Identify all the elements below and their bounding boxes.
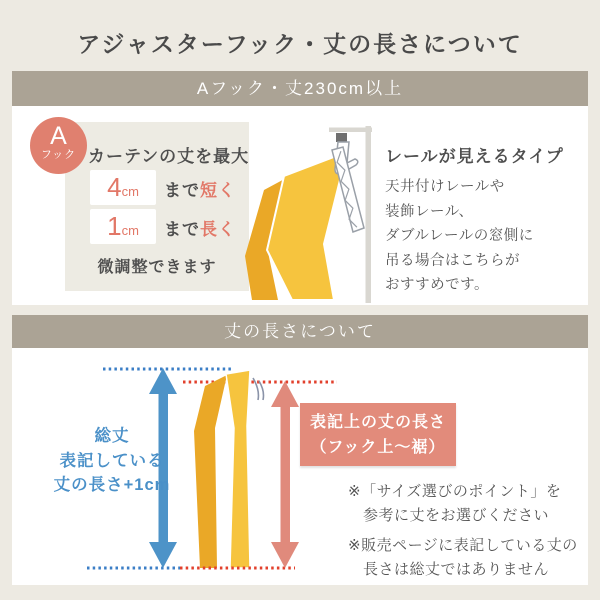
a-hook-badge-letter: A — [50, 122, 67, 150]
rail-type-line: 吊る場合はこちらが — [385, 252, 520, 269]
lengthen-unit: cm — [121, 223, 139, 238]
hook-clip-icon — [336, 133, 347, 142]
rail-type-line: ダブルレールの窓側に — [385, 228, 534, 244]
note-listed-length: ※販売ページに表記している丈の 長さは総丈ではありません — [348, 537, 578, 578]
lengthen-value-box — [90, 209, 156, 244]
total-length-label: 総丈 表記している 丈の長さ+1cm — [53, 427, 171, 494]
listed-length-arrow — [271, 381, 299, 568]
shorten-unit: cm — [121, 184, 139, 199]
lengthen-value: 1 — [107, 211, 122, 241]
rail-type-line: おすすめです。 — [385, 277, 489, 293]
rail-icon — [366, 126, 372, 303]
shorten-text: まで短く — [164, 181, 236, 200]
fine-adjust-note: 微調整できます — [97, 259, 217, 276]
section-length-panel — [12, 348, 588, 585]
curtain-rail-illustration — [235, 110, 385, 305]
listed-length-label: 表記上の丈の長さ （フック上〜裾） — [300, 403, 456, 466]
curtain-front-fold-icon — [267, 152, 347, 300]
section-a-hook-panel — [12, 106, 588, 305]
a-hook-badge — [30, 117, 87, 174]
a-hook-badge-label: フック — [40, 149, 77, 161]
section-length-header: 丈の長さについて — [12, 315, 588, 348]
shorten-value-box — [90, 170, 156, 205]
rail-type-line: 装飾レール、 — [385, 203, 474, 220]
shorten-value: 4 — [107, 172, 122, 202]
rail-top-icon — [329, 128, 372, 133]
rail-type-description — [385, 142, 575, 298]
length-notes — [348, 480, 596, 588]
note-size-selection: ※「サイズ選びのポイント」を 参考に丈をお選びください — [348, 483, 562, 524]
adjustment-lead-text: カーテンの丈を最大 — [88, 147, 250, 166]
hook-mark-icon — [259, 381, 264, 400]
rail-type-title: レールが見えるタイプ — [385, 147, 564, 166]
lengthen-text: まで長く — [164, 220, 236, 239]
section-a-hook-header: Aフック・丈230cm以上 — [12, 71, 588, 106]
rail-type-line: 天井付けレールや — [385, 179, 505, 195]
page-title: アジャスターフック・丈の長さについて — [77, 31, 523, 57]
curtain-front-fold-icon — [226, 370, 250, 568]
